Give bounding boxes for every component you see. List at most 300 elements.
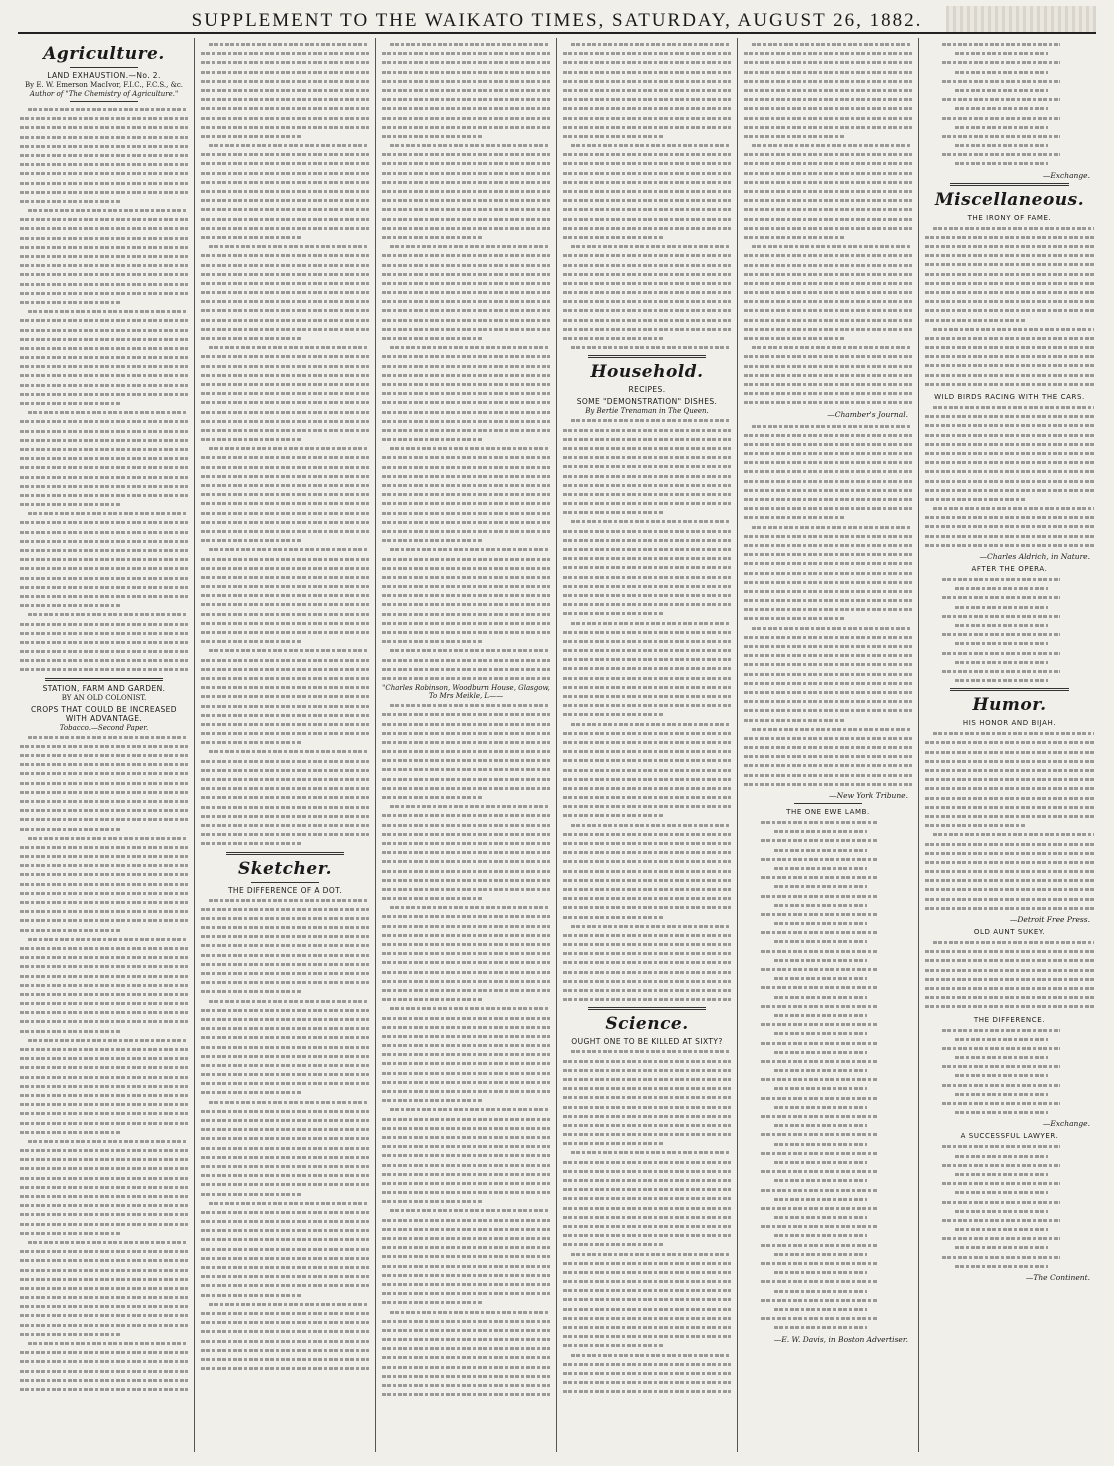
- text-line-ink: [774, 885, 866, 888]
- text-line: [382, 169, 550, 178]
- text-line: [382, 114, 550, 123]
- text-line: [563, 903, 731, 912]
- text-line: [382, 1363, 550, 1372]
- text-line-ink: [563, 1243, 664, 1246]
- text-line-ink: [20, 809, 188, 812]
- text-line: [20, 1008, 188, 1017]
- text-line: [382, 279, 550, 288]
- text-line-ink: [20, 319, 188, 322]
- text-line-ink: [925, 852, 1094, 855]
- text-line: [744, 1158, 912, 1167]
- text-line: [563, 132, 731, 141]
- text-line: [20, 215, 188, 224]
- text-line: [925, 639, 1094, 648]
- text-line: [744, 965, 912, 974]
- text-line-ink: [761, 1097, 879, 1100]
- text-line: [563, 527, 731, 536]
- text-line: [201, 233, 369, 242]
- text-line-ink: [20, 549, 188, 552]
- text-line: [20, 307, 188, 316]
- text-line-ink: [20, 558, 188, 561]
- text-line: [201, 1033, 369, 1042]
- text-line-ink: [20, 283, 188, 286]
- text-line-ink: [942, 80, 1060, 83]
- text-line-ink: [382, 227, 550, 230]
- text-line: [744, 624, 912, 633]
- text-line-ink: [382, 1035, 550, 1038]
- text-line-ink: [20, 1103, 188, 1106]
- text-line-ink: [744, 172, 912, 175]
- text-line-ink: [563, 438, 731, 441]
- text-line-ink: [774, 904, 866, 907]
- text-line-ink: [20, 485, 188, 488]
- poem-credit: —The Continent.: [1025, 1273, 1090, 1282]
- text-line-ink: [201, 1266, 369, 1269]
- text-line-ink: [382, 80, 550, 83]
- text-line-ink: [201, 833, 369, 836]
- text-line: [925, 885, 1094, 894]
- text-line: [925, 541, 1094, 550]
- text-line-ink: [20, 892, 188, 895]
- text-line-ink: [382, 254, 550, 257]
- text-line-ink: [20, 1076, 188, 1079]
- text-line: [201, 1070, 369, 1079]
- text-line: [201, 914, 369, 923]
- poem-title: THE ONE EWE LAMB.: [786, 808, 870, 816]
- text-line-ink: [382, 1375, 550, 1378]
- text-line: [744, 1195, 912, 1204]
- text-line-ink: [20, 1177, 188, 1180]
- text-line-ink: [925, 824, 1026, 827]
- text-line-ink: [20, 439, 188, 442]
- text-line: [20, 463, 188, 472]
- text-line: [20, 528, 188, 537]
- text-line: [925, 1188, 1094, 1197]
- text-line: [382, 1032, 550, 1041]
- text-line: [382, 509, 550, 518]
- text-line: [382, 582, 550, 591]
- text-line-ink: [744, 208, 912, 211]
- text-line: [201, 1061, 369, 1070]
- text-line-ink: [563, 1225, 731, 1228]
- text-line: [744, 836, 912, 845]
- text-line: [925, 812, 1094, 821]
- text-line-ink: [20, 1213, 188, 1216]
- text-line-ink: [382, 980, 550, 983]
- text-line-ink: [563, 557, 731, 560]
- text-line: [201, 610, 369, 619]
- text-line: [744, 1140, 912, 1149]
- text-line: [382, 793, 550, 802]
- text-line: [925, 821, 1094, 830]
- text-line: [201, 1190, 369, 1199]
- text-line-ink: [955, 587, 1048, 590]
- text-line-ink: [761, 1280, 879, 1283]
- text-line: [563, 591, 731, 600]
- text-line-ink: [390, 447, 550, 450]
- text-line: [382, 104, 550, 113]
- text-line-ink: [201, 374, 369, 377]
- text-line: [201, 509, 369, 518]
- text-line-ink: [201, 153, 369, 156]
- text-line-ink: [201, 71, 369, 74]
- text-line-ink: [744, 117, 912, 120]
- text-line: [744, 1287, 912, 1296]
- text-line-ink: [201, 117, 369, 120]
- text-line-ink: [925, 751, 1094, 754]
- text-line-ink: [20, 929, 121, 932]
- text-line: [925, 1090, 1094, 1099]
- article-body: [925, 729, 1094, 913]
- text-line-ink: [201, 613, 369, 616]
- text-line-ink: [382, 420, 550, 423]
- text-line-ink: [955, 1210, 1048, 1213]
- text-line: [201, 49, 369, 58]
- article-body: [20, 105, 188, 675]
- text-line-ink: [563, 1317, 731, 1320]
- text-line: [925, 1044, 1094, 1053]
- text-line: [382, 1372, 550, 1381]
- text-line: [563, 545, 731, 554]
- text-line: [563, 453, 731, 462]
- text-line-ink: [20, 374, 188, 377]
- text-line: [201, 518, 369, 527]
- text-line-ink: [209, 447, 369, 450]
- text-line: [563, 1167, 731, 1176]
- text-line-ink: [925, 355, 1094, 358]
- text-line: [20, 1183, 188, 1192]
- article-byline: By E. W. Emerson MacIvor, F.I.C., F.C.S., &c.: [25, 81, 183, 89]
- text-line: [201, 251, 369, 260]
- text-line-ink: [744, 401, 912, 404]
- text-line-ink: [201, 1128, 369, 1131]
- text-line: [925, 123, 1094, 132]
- section-heading-science: Science.: [605, 1014, 689, 1035]
- text-line: [744, 1066, 912, 1075]
- text-line: [744, 1039, 912, 1048]
- text-line-ink: [20, 947, 188, 950]
- text-line: [563, 701, 731, 710]
- text-line: [563, 848, 731, 857]
- text-line: [744, 224, 912, 233]
- text-line: [744, 882, 912, 891]
- text-line-ink: [382, 603, 550, 606]
- text-line-ink: [20, 772, 188, 775]
- text-line-ink: [933, 833, 1094, 836]
- text-line: [382, 747, 550, 756]
- text-line-ink: [563, 631, 731, 634]
- text-line-ink: [382, 493, 550, 496]
- text-line-ink: [201, 1073, 369, 1076]
- text-line-ink: [201, 1064, 369, 1067]
- text-line: [563, 1332, 731, 1341]
- text-line-ink: [563, 135, 664, 138]
- text-line-ink: [20, 1296, 188, 1299]
- text-line-ink: [925, 489, 1094, 492]
- text-line: [20, 151, 188, 160]
- text-line-ink: [20, 237, 188, 240]
- text-line-ink: [201, 760, 369, 763]
- text-line-ink: [28, 512, 188, 515]
- text-line-ink: [20, 182, 188, 185]
- poem-title: THE DIFFERENCE.: [973, 1015, 1046, 1024]
- text-line: [382, 738, 550, 747]
- text-line-ink: [761, 913, 879, 916]
- text-line: [563, 1093, 731, 1102]
- poem-body: [925, 40, 1094, 169]
- text-line-ink: [563, 1197, 731, 1200]
- text-line-ink: [942, 98, 1060, 101]
- text-line: [20, 326, 188, 335]
- text-line-ink: [925, 907, 1094, 910]
- text-line-ink: [925, 978, 1094, 981]
- text-line: [925, 334, 1094, 343]
- text-line-ink: [382, 750, 550, 753]
- text-line: [201, 1217, 369, 1226]
- text-line: [744, 159, 912, 168]
- text-line-ink: [563, 1234, 731, 1237]
- article-body: [382, 701, 550, 1399]
- text-line: [925, 95, 1094, 104]
- text-line-ink: [20, 1333, 121, 1336]
- text-line-ink: [20, 292, 188, 295]
- text-line-ink: [28, 613, 188, 616]
- text-line-ink: [201, 1220, 369, 1223]
- text-line: [925, 132, 1094, 141]
- text-line-ink: [744, 617, 845, 620]
- text-line: [382, 1234, 550, 1243]
- text-line-ink: [563, 1060, 731, 1063]
- text-line-ink: [955, 1111, 1048, 1114]
- text-line: [744, 261, 912, 270]
- text-line: [382, 178, 550, 187]
- text-line-ink: [942, 1084, 1060, 1087]
- text-line-ink: [382, 732, 550, 735]
- text-line: [563, 95, 731, 104]
- text-line: [201, 1006, 369, 1015]
- text-line-ink: [744, 691, 912, 694]
- column-1: [14, 38, 195, 1452]
- text-line: [201, 1043, 369, 1052]
- text-line-ink: [925, 383, 1094, 386]
- text-line: [744, 40, 912, 49]
- text-line: [925, 306, 1094, 315]
- text-line-ink: [382, 1090, 550, 1093]
- text-line-ink: [382, 594, 550, 597]
- text-line-ink: [942, 1047, 1060, 1050]
- text-line: [20, 417, 188, 426]
- divider: [251, 882, 318, 883]
- text-line-ink: [744, 236, 845, 239]
- text-line: [201, 77, 369, 86]
- text-line: [201, 1364, 369, 1373]
- text-line-ink: [382, 1219, 550, 1222]
- text-line: [563, 472, 731, 481]
- text-line: [563, 426, 731, 435]
- text-line: [744, 928, 912, 937]
- text-line-ink: [563, 530, 731, 533]
- text-line: [382, 408, 550, 417]
- text-line-ink: [20, 1204, 188, 1207]
- text-line-ink: [382, 915, 550, 918]
- text-line-ink: [20, 1388, 188, 1391]
- text-line: [563, 58, 731, 67]
- text-line-ink: [925, 996, 1094, 999]
- text-line-ink: [925, 245, 1094, 248]
- text-line-ink: [744, 470, 912, 473]
- text-line-ink: [761, 876, 879, 879]
- text-line: [563, 894, 731, 903]
- text-line-ink: [563, 980, 731, 983]
- text-line-ink: [744, 590, 912, 593]
- text-line: [744, 1314, 912, 1323]
- text-line-ink: [774, 1326, 866, 1329]
- text-line: [744, 873, 912, 882]
- text-line: [20, 1045, 188, 1054]
- text-line-ink: [20, 540, 188, 543]
- text-line: [382, 857, 550, 866]
- text-line-ink: [563, 1372, 731, 1375]
- text-line: [744, 983, 912, 992]
- text-line: [563, 242, 731, 251]
- text-line: [744, 1149, 912, 1158]
- text-line: [563, 499, 731, 508]
- text-line: [20, 861, 188, 870]
- text-line: [20, 1091, 188, 1100]
- text-line: [744, 1259, 912, 1268]
- section-heading-household: Household.: [590, 362, 704, 383]
- text-line: [382, 1335, 550, 1344]
- text-line-ink: [201, 466, 369, 469]
- text-line-ink: [744, 282, 912, 285]
- text-line-ink: [201, 493, 369, 496]
- divider: [226, 852, 344, 855]
- text-line-ink: [382, 713, 550, 716]
- text-line: [382, 334, 550, 343]
- text-line-ink: [201, 291, 369, 294]
- text-line: [201, 839, 369, 848]
- text-line: [563, 517, 731, 526]
- text-line-ink: [201, 420, 369, 423]
- text-line-ink: [201, 1257, 369, 1260]
- text-line-ink: [382, 1356, 550, 1359]
- text-line: [744, 697, 912, 706]
- text-line: [744, 398, 912, 407]
- text-line: [201, 1199, 369, 1208]
- text-line-ink: [925, 806, 1094, 809]
- text-line-ink: [382, 1182, 550, 1185]
- text-line: [20, 289, 188, 298]
- text-line: [382, 1059, 550, 1068]
- text-line-ink: [955, 606, 1048, 609]
- text-line-ink: [201, 190, 369, 193]
- text-line-ink: [209, 750, 369, 753]
- text-line: [201, 747, 369, 756]
- text-line-ink: [201, 1321, 369, 1324]
- text-line: [382, 251, 550, 260]
- text-line-ink: [563, 484, 731, 487]
- text-line-ink: [382, 429, 550, 432]
- text-line-ink: [20, 965, 188, 968]
- text-line: [382, 389, 550, 398]
- text-line: [563, 619, 731, 628]
- text-line: [382, 1161, 550, 1170]
- text-line-ink: [942, 61, 1060, 64]
- text-line: [201, 297, 369, 306]
- text-line-ink: [20, 1167, 188, 1170]
- text-line: [382, 343, 550, 352]
- text-line-ink: [563, 603, 731, 606]
- text-line-ink: [563, 117, 731, 120]
- text-line-ink: [201, 98, 369, 101]
- text-line: [20, 206, 188, 215]
- text-line: [563, 664, 731, 673]
- text-line: [744, 1011, 912, 1020]
- text-line: [563, 306, 731, 315]
- text-line: [20, 500, 188, 509]
- text-line: [20, 1376, 188, 1385]
- text-line-ink: [955, 624, 1048, 627]
- text-line-ink: [201, 411, 369, 414]
- text-line-ink: [20, 763, 188, 766]
- text-line: [201, 564, 369, 573]
- text-line: [744, 49, 912, 58]
- text-line-ink: [382, 530, 550, 533]
- text-line: [563, 756, 731, 765]
- text-line-ink: [201, 714, 369, 717]
- text-line: [20, 224, 188, 233]
- text-line: [744, 855, 912, 864]
- text-line-ink: [20, 993, 188, 996]
- article-title: WILD BIRDS RACING WITH THE CARS.: [934, 393, 1085, 401]
- text-line-ink: [563, 218, 731, 221]
- text-line: [201, 444, 369, 453]
- text-line: [20, 620, 188, 629]
- text-line: [563, 334, 731, 343]
- text-line-ink: [563, 493, 731, 496]
- text-line: [201, 1088, 369, 1097]
- text-line: [744, 1084, 912, 1093]
- text-line: [20, 427, 188, 436]
- text-line-ink: [752, 627, 912, 630]
- text-line: [563, 867, 731, 876]
- text-line: [744, 614, 912, 623]
- text-line-ink: [20, 393, 188, 396]
- text-line: [563, 1057, 731, 1066]
- text-line-ink: [382, 190, 550, 193]
- text-line: [744, 578, 912, 587]
- text-line: [201, 665, 369, 674]
- text-line-ink: [382, 273, 550, 276]
- text-line-ink: [201, 521, 369, 524]
- text-line-ink: [382, 1173, 550, 1176]
- text-line-ink: [390, 906, 550, 909]
- text-line-ink: [20, 567, 188, 570]
- text-line: [20, 962, 188, 971]
- text-line: [20, 1357, 188, 1366]
- text-line-ink: [744, 355, 912, 358]
- text-line: [20, 261, 188, 270]
- text-line: [382, 187, 550, 196]
- text-line: [744, 633, 912, 642]
- text-line: [925, 947, 1094, 956]
- text-line-ink: [28, 938, 188, 941]
- text-line: [744, 651, 912, 660]
- text-line: [563, 86, 731, 95]
- text-line: [20, 1036, 188, 1045]
- text-line-ink: [942, 615, 1060, 618]
- text-line-ink: [382, 768, 550, 771]
